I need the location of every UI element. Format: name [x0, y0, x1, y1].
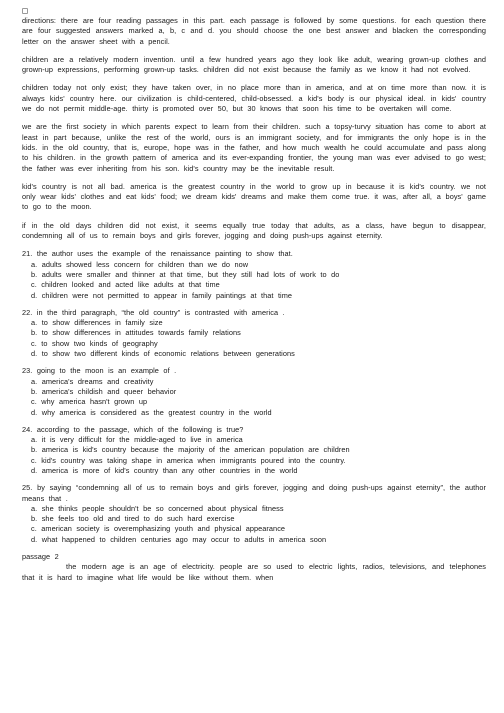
question-stem: 25. by saying “condemning all of us to remain boys and girls forever, jogging and doing push-ups against eternity”, the author means that .: [22, 483, 486, 503]
answer-option-c: c. american society is overemphasizing youth and physical appearance: [31, 524, 286, 534]
question-stem: 21. the author uses the example of the renaissance painting to show that.: [22, 249, 293, 259]
answer-option-b: b. america is kid's country because the majority of the american population are children: [31, 445, 350, 455]
answer-option-b: b. america's childish and queer behavior: [31, 386, 177, 396]
question-stem: 23. going to the moon is an example of .: [22, 366, 177, 376]
question-23: [22, 366, 486, 417]
answer-option-a: a. adults showed less concern for children than we do now: [31, 259, 249, 269]
passage2-heading: passage 2: [22, 552, 59, 562]
question-21: [22, 249, 486, 300]
question-25: [22, 483, 486, 545]
passage1-paragraph: children today not only exist; they have taken over, in no place more than in america, and at on time more than now. it is always kids' country here. our civilization is child-centered, child-obsessed. a kid's body is our physical ideal. in kids' country we do not permit middle-age. thirty is promoted over 50, but 30 knows that soon his time to be overtaken will come.: [22, 83, 486, 114]
question-24: [22, 425, 486, 476]
answer-option-c: c. why america hasn't grown up: [31, 397, 148, 407]
answer-option-a: a. it is very difficult for the middle-aged to live in america: [31, 435, 243, 445]
question-stem: 24. according to the passage, which of the following is true?: [22, 424, 244, 434]
answer-option-c: c. to show two kinds of geography: [31, 338, 158, 348]
passage1-paragraph: if in the old days children did not exist, it seems equally true today that adults, as a class, have begun to disappear, condemning all of us to remain boys and girls forever, jogging and doing push-ups against eternity.: [22, 220, 486, 241]
answer-option-d: d. to show two different kinds of economic relations between generations: [31, 349, 295, 359]
answer-option-d: d. america is more of kid's country than any other countries in the world: [31, 465, 298, 475]
answer-option-a: a. to show differences in family size: [31, 318, 163, 328]
answer-option-c: c. kid's country was taking shape in america when immigrants poured into the country.: [31, 455, 346, 465]
answer-option-b: b. she feels too old and tired to do such hard exercise: [31, 514, 235, 524]
passage1-paragraph: kid's country is not all bad. america is the greatest country in the world to grow up in because it is kid's country. we not only wear kids' clothes and eat kids' food; we dream kids' dreams and make them come true. it was, after all, a boys' game to go to the moon.: [22, 181, 486, 212]
passage2-opening-paragraph: the modern age is an age of electricity. people are so used to electric lights, radios, televisions, and telephones that it is hard to imagine what life would be like without them. when: [22, 562, 486, 582]
question-stem: 22. in the third paragraph, “the old country” is contrasted with america .: [22, 307, 285, 317]
answer-option-c: c. children looked and acted like adults at that time: [31, 280, 220, 290]
answer-option-d: d. what happened to children centuries ago may occur to adults in america soon: [31, 534, 327, 544]
answer-option-b: b. to show differences in attitudes towards family relations: [31, 328, 241, 338]
answer-option-d: d. children were not permitted to appear in family paintings at that time: [31, 290, 293, 300]
passage1-paragraph: children are a relatively modern invention. until a few hundred years ago they look like adult, wearing grown-up clothes and grown-up expressions, performing grown-up tasks. children did not exist because the family as we know it had not evolved.: [22, 54, 486, 75]
question-22: [22, 308, 486, 359]
directions-paragraph: directions: there are four reading passages in this part. each passage is followed by some questions. for each question there are four suggested answers marked a, b, c and d. you should choose the one best answer and blacken the corresponding letter on the answer sheet with a pencil.: [22, 16, 486, 46]
passage1-paragraph: we are the first society in which parents expect to learn from their children. such a topsy-turvy situation has come to abort at least in part because, unlike the rest of the world, ours is an immigrant society, and for immigrants the only hope is in the kids. in the old country, that is, europe, hope was in the father, and how much wealth he could accumulate and pass along to his children. in the growth pattern of america and its ever-expanding frontier, the young man was ever advised to go west; the father was ever inheriting from his son. kid's country may be the inevitable result.: [22, 122, 486, 173]
document-body: [22, 16, 486, 583]
answer-option-d: d. why america is considered as the greatest country in the world: [31, 407, 272, 417]
answer-option-a: a. america's dreams and creativity: [31, 376, 154, 386]
page-corner-marker: [22, 8, 28, 14]
answer-option-a: a. she thinks people shouldn't be so concerned about physical fitness: [31, 503, 284, 513]
answer-option-b: b. adults were smaller and thinner at that time, but they still had lots of work to do: [31, 269, 340, 279]
